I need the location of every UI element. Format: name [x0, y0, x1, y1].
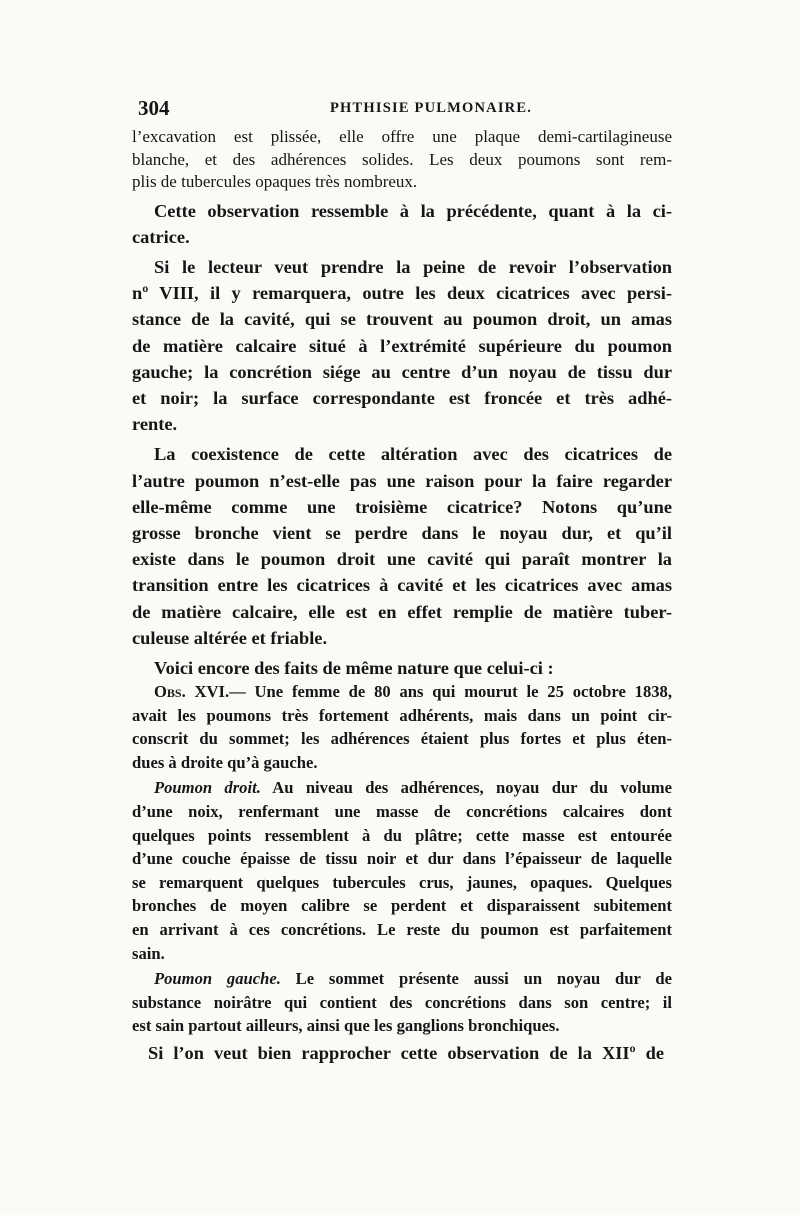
text-line: transition entre les cicatrices à cavité et les cicatrices avec amas [132, 575, 672, 596]
text-line: Voici encore des faits de même nature que celui-ci : [154, 657, 554, 678]
observation-first-line: — Une femme de 80 ans qui mourut le 25 octobre 1838, [229, 682, 672, 701]
left-lung-paragraph [132, 967, 672, 1038]
text-line: gauche; la concrétion siége au centre d’un noyau de tissu dur [132, 361, 672, 382]
running-title: PHTHISIE PULMONAIRE. [330, 100, 533, 116]
text-line: bronches de moyen calibre se perdent et disparaissent subitement [132, 896, 672, 916]
text-line: l’excavation est plissée, elle offre une plaque demi-cartilagineuse [132, 127, 672, 146]
text-line: avait les poumons très fortement adhérents, mais dans un point cir- [132, 705, 672, 725]
final-line: Si l’on veut bien rapprocher cette observation de la XIIº de [148, 1043, 664, 1063]
page-number: 304 [138, 96, 170, 120]
text-line: sain. [132, 943, 165, 963]
text-line: et noir; la surface correspondante est froncée et très adhé- [132, 387, 672, 408]
right-lung-label: Poumon droit. [154, 778, 261, 798]
text-line: elle-même comme une troisième cicatrice? Notons qu’une [132, 496, 672, 517]
text-line: grosse bronche vient se perdre dans le noyau dur, et qu’il [132, 522, 672, 543]
right-lung-paragraph [132, 776, 672, 965]
text-line [132, 967, 672, 991]
text-line: culeuse altérée et friable. [132, 627, 328, 648]
observation-label: Obs. XVI. [154, 682, 230, 701]
left-lung-first-line: Le sommet présente aussi un noyau dur de [280, 969, 672, 989]
text-line: de matière calcaire situé à l’extrémité supérieure du poumon [132, 335, 672, 356]
text-line: est sain partout ailleurs, ainsi que les ganglions bronchiques. [132, 1016, 560, 1036]
paragraph-1 [132, 126, 672, 194]
body-text [132, 126, 672, 681]
text-line: de matière calcaire, elle est en effet remplie de matière tuber- [132, 601, 672, 622]
text-line: plis de tubercules opaques très nombreux. [132, 172, 418, 191]
text-line: quelques points ressemblent à du plâtre; cette masse est entourée [132, 825, 672, 845]
text-line: Cette observation ressemble à la précédente, quant à la ci- [154, 200, 672, 221]
paragraph-3 [132, 254, 672, 437]
text-line: stance de la cavité, qui se trouvent au poumon droit, un amas [132, 309, 672, 330]
text-line [132, 776, 672, 800]
text-line: rente. [132, 414, 178, 435]
text-line: La coexistence de cette altération avec des cicatrices de [154, 444, 672, 465]
observation-intro [132, 680, 672, 774]
text-line: Si le lecteur veut prendre la peine de revoir l’observation [154, 256, 672, 277]
text-line: blanche, et des adhérences solides. Les deux poumons sont rem- [132, 149, 672, 169]
text-line: se remarquent quelques tubercules crus, jaunes, opaques. Quelques [132, 872, 672, 892]
text-line: d’une noix, renfermant une masse de concrétions calcaires dont [132, 801, 672, 821]
text-line: nº VIII, il y remarquera, outre les deux cicatrices avec persi- [132, 283, 672, 304]
paragraph-2 [132, 198, 672, 250]
paragraph-5 [132, 655, 672, 681]
running-head [138, 96, 666, 120]
left-lung-label: Poumon gauche. [154, 969, 281, 989]
text-line: en arrivant à ces concrétions. Le reste du poumon est parfaitement [132, 919, 672, 939]
right-lung-first-line: Au niveau des adhérences, noyau dur du volume [260, 778, 672, 798]
text-line: dues à droite qu’à gauche. [132, 752, 318, 772]
text-line: l’autre poumon n’est-elle pas une raison pour la faire regarder [132, 470, 672, 491]
text-line [132, 680, 672, 704]
text-line: conscrit du sommet; les adhérences étaient plus fortes et plus éten- [132, 729, 672, 749]
text-line: catrice. [132, 226, 190, 247]
text-line: existe dans le poumon droit une cavité qui paraît montrer la [132, 549, 672, 570]
paragraph-4 [132, 441, 672, 651]
text-line: d’une couche épaisse de tissu noir et dur dans l’épaisseur de laquelle [132, 849, 672, 869]
observation-block [132, 680, 672, 1038]
text-line: substance noirâtre qui contient des concrétions dans son centre; il [132, 992, 672, 1012]
